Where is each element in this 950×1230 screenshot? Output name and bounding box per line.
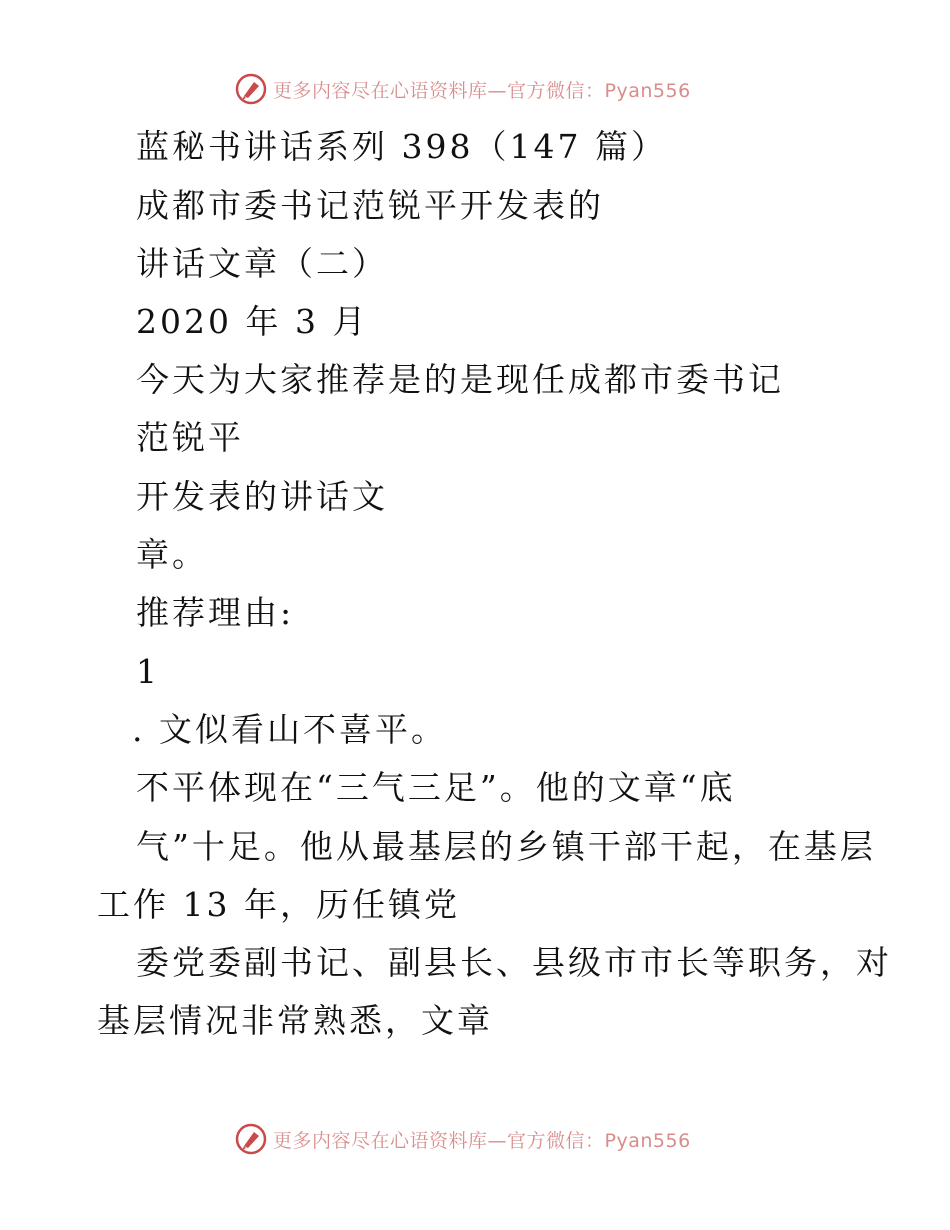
date-line: 2020 年 3 月 [136,302,369,341]
paragraph-line: 章。 [136,535,208,574]
paragraph-line: 开发表的讲话文 [136,477,388,516]
list-number: 1 [136,652,160,691]
watermark-text: 更多内容尽在心语资料库—官方微信：Pyan556 [273,79,691,102]
paragraph-line: 今天为大家推荐是的是现任成都市委书记 [136,360,784,399]
watermark-footer [235,1122,691,1156]
paragraph-line: 委党委副书记、副县长、县级市市长等职务，对 [136,943,892,982]
watermark-header [235,72,691,106]
list-item: . 文似看山不喜平。 [132,710,447,749]
watermark-text: 更多内容尽在心语资料库—官方微信：Pyan556 [273,1129,691,1152]
pen-nib-logo-icon [235,73,267,105]
title-line-1: 蓝秘书讲话系列 398（147 篇） [136,127,667,166]
paragraph-line: 不平体现在“三气三足”。他的文章“底 [136,768,736,807]
paragraph-line: 基层情况非常熟悉，文章 [97,1001,493,1040]
pen-nib-logo-icon [235,1123,267,1155]
title-line-2: 成都市委书记范锐平开发表的 [136,186,604,225]
section-heading: 推荐理由: [136,593,295,632]
title-line-3: 讲话文章（二） [136,244,388,283]
paragraph-line: 工作 13 年，历任镇党 [97,885,460,924]
paragraph-line: 范锐平 [136,418,244,457]
paragraph-line: 气”十足。他从最基层的乡镇干部干起，在基层 [136,827,876,866]
